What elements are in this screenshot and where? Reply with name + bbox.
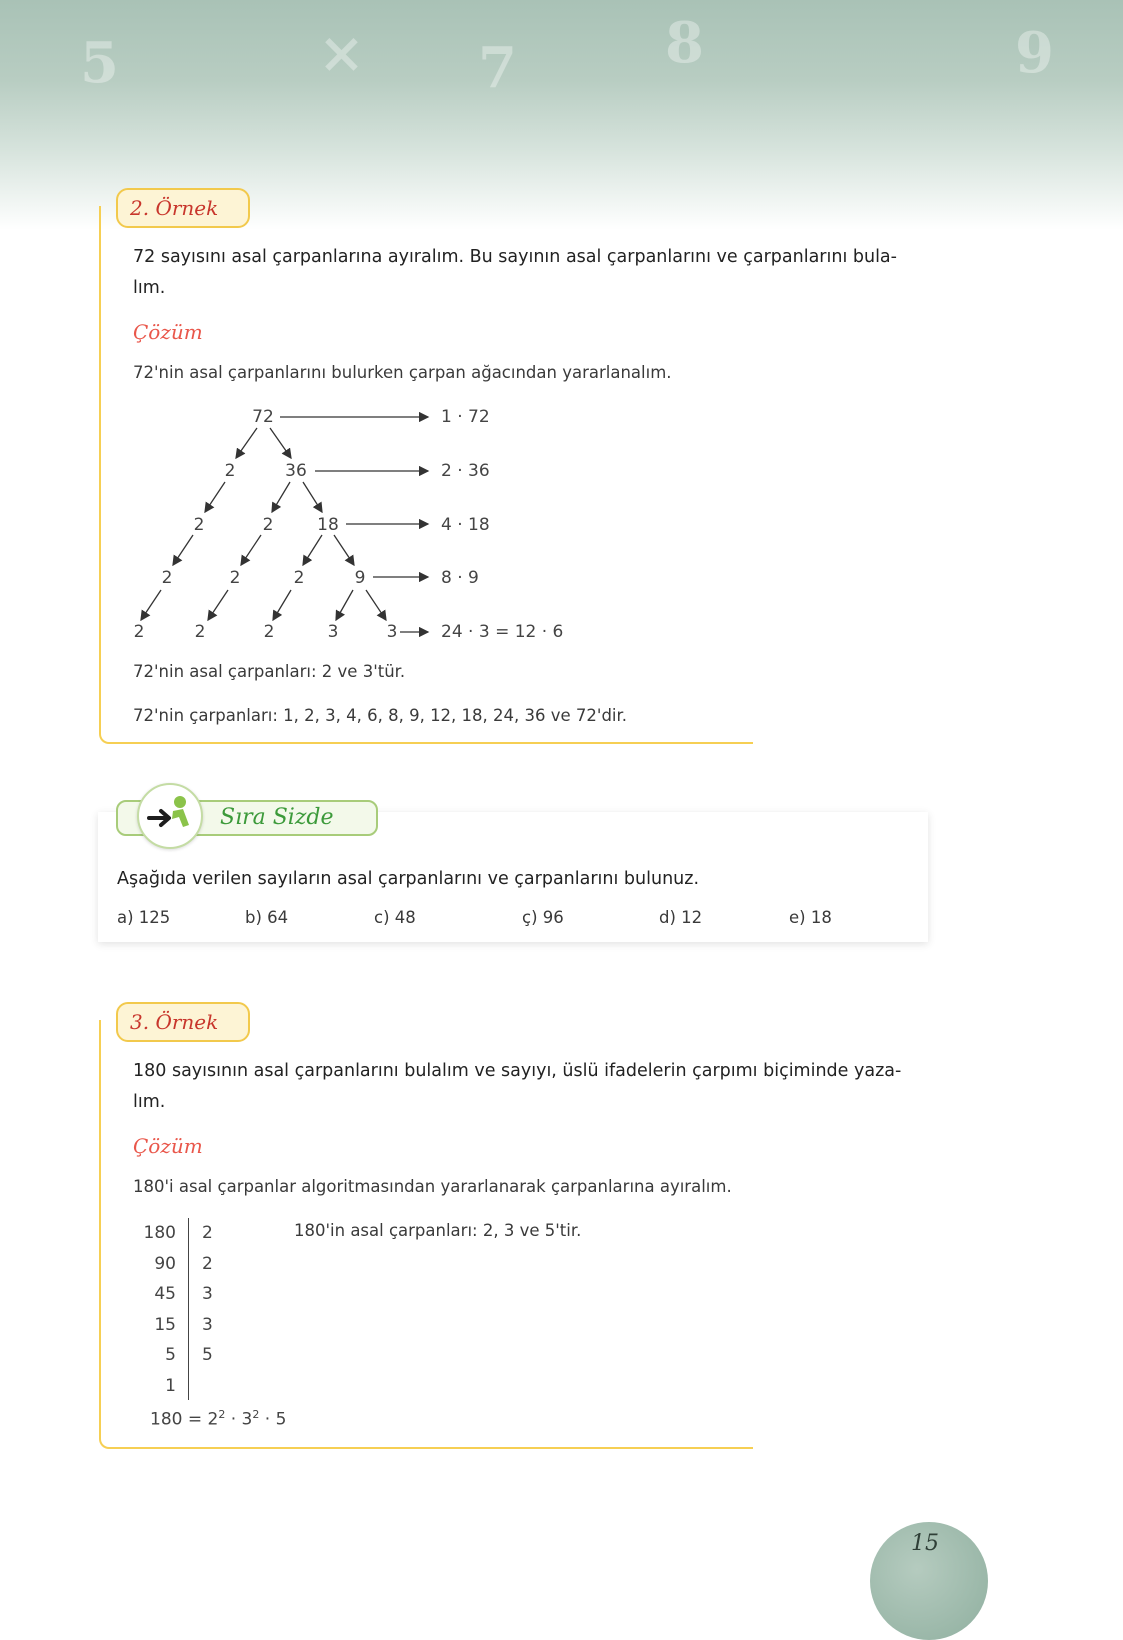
division-line [188,1218,189,1400]
tree-node: 2 [229,568,241,588]
division-right-column [202,1218,213,1371]
result-part: · 5 [259,1409,287,1430]
dividend: 1 [165,1375,176,1396]
exercise-item: e) 18 [789,908,832,927]
solution-intro: 180'i asal çarpanlar algoritmasından yararlanarak çarpanlarına ayıralım. [133,1177,732,1196]
sira-sizde-instruction: Aşağıda verilen sayıların asal çarpanlarını ve çarpanlarını bulunuz. [117,869,700,889]
tree-branch [270,428,291,458]
exercise-item: ç) 96 [522,908,564,927]
product-result: 8 · 9 [441,568,479,588]
divisor: 3 [202,1314,213,1335]
page-number: 15 [911,1531,939,1556]
prime-factors-text: 72'nin asal çarpanları: 2 ve 3'tür. [133,662,406,681]
tree-node: 2 [293,568,305,588]
banner-digit: 7 [478,35,517,101]
tree-node: 9 [354,568,366,588]
tree-node: 2 [193,515,205,535]
tree-branch [303,535,322,565]
exercise-item: b) 64 [245,908,289,927]
factors-text: 72'nin çarpanları: 1, 2, 3, 4, 6, 8, 9, 12, 18, 24, 36 ve 72'dir. [133,706,628,725]
exercise-item: a) 125 [117,908,171,927]
question-line: lım. [133,1092,166,1112]
dividend: 180 [143,1223,176,1243]
divisor: 3 [202,1284,213,1304]
tree-node: 36 [285,461,307,481]
sira-sizde-title: Sıra Sizde [220,805,334,830]
banner-digit: 8 [665,10,704,76]
exercise-item: c) 48 [374,908,416,927]
tree-branch [336,590,353,620]
prime-factors-text: 180'in asal çarpanları: 2, 3 ve 5'tir. [294,1221,582,1240]
exponential-result [150,1408,286,1430]
banner-digit: × [318,20,365,86]
question-line: lım. [133,278,166,298]
tree-node: 3 [327,622,339,642]
result-exponent: 2 [252,1408,260,1421]
divisor: 5 [202,1345,213,1365]
solution-label: Çözüm [133,320,203,344]
product-result: 4 · 18 [441,515,490,535]
solution-label: Çözüm [133,1134,203,1158]
tree-branch [141,590,161,620]
question-line: 72 sayısını asal çarpanlarına ayıralım. Bu sayının asal çarpanlarını ve çarpanlarını bula- [133,247,897,267]
tree-node: 2 [194,622,206,642]
question-line: 180 sayısının asal çarpanlarını bulalım ve sayıyı, üslü ifadelerin çarpımı biçiminde yaza- [133,1061,902,1081]
result-part: 180 = 2 [150,1409,219,1430]
result-exponent: 2 [218,1408,226,1421]
dividend: 90 [154,1253,176,1274]
example-3-question [133,1056,923,1118]
banner-digit: 5 [80,30,119,96]
dividend: 5 [165,1345,176,1365]
solution-intro: 72'nin asal çarpanlarını bulurken çarpan ağacından yararlanalım. [133,363,672,382]
result-part: · 3 [225,1409,253,1430]
tree-branch [205,482,225,512]
exercise-item: d) 12 [659,908,703,927]
dividend: 45 [154,1284,176,1304]
banner-digit: 9 [1015,20,1054,86]
tree-branch [241,535,261,565]
tree-node: 2 [133,622,145,642]
tree-branch [334,535,354,565]
tree-branch [303,482,322,512]
product-result: 1 · 72 [441,407,490,427]
divisor: 2 [202,1223,213,1243]
tree-node: 72 [252,407,274,427]
dividend: 15 [154,1314,176,1335]
tree-node: 2 [224,461,236,481]
product-result: 24 · 3 = 12 · 6 [441,622,564,642]
example-2-tag: 2. Örnek [116,188,250,228]
product-result: 2 · 36 [441,461,490,481]
tree-node: 18 [317,515,339,535]
division-left-column [130,1218,176,1401]
tree-branch [272,482,290,512]
tree-node: 2 [161,568,173,588]
example-3-tag: 3. Örnek [116,1002,250,1042]
divisor: 2 [202,1253,213,1274]
tree-branch [173,535,193,565]
tree-branch [236,428,257,458]
tree-node: 2 [263,622,275,642]
tree-branch [273,590,291,620]
arrow-person-icon [137,783,203,849]
tree-node: 2 [262,515,274,535]
tree-branch [208,590,228,620]
tree-node: 3 [386,622,398,642]
tree-branch [366,590,386,620]
